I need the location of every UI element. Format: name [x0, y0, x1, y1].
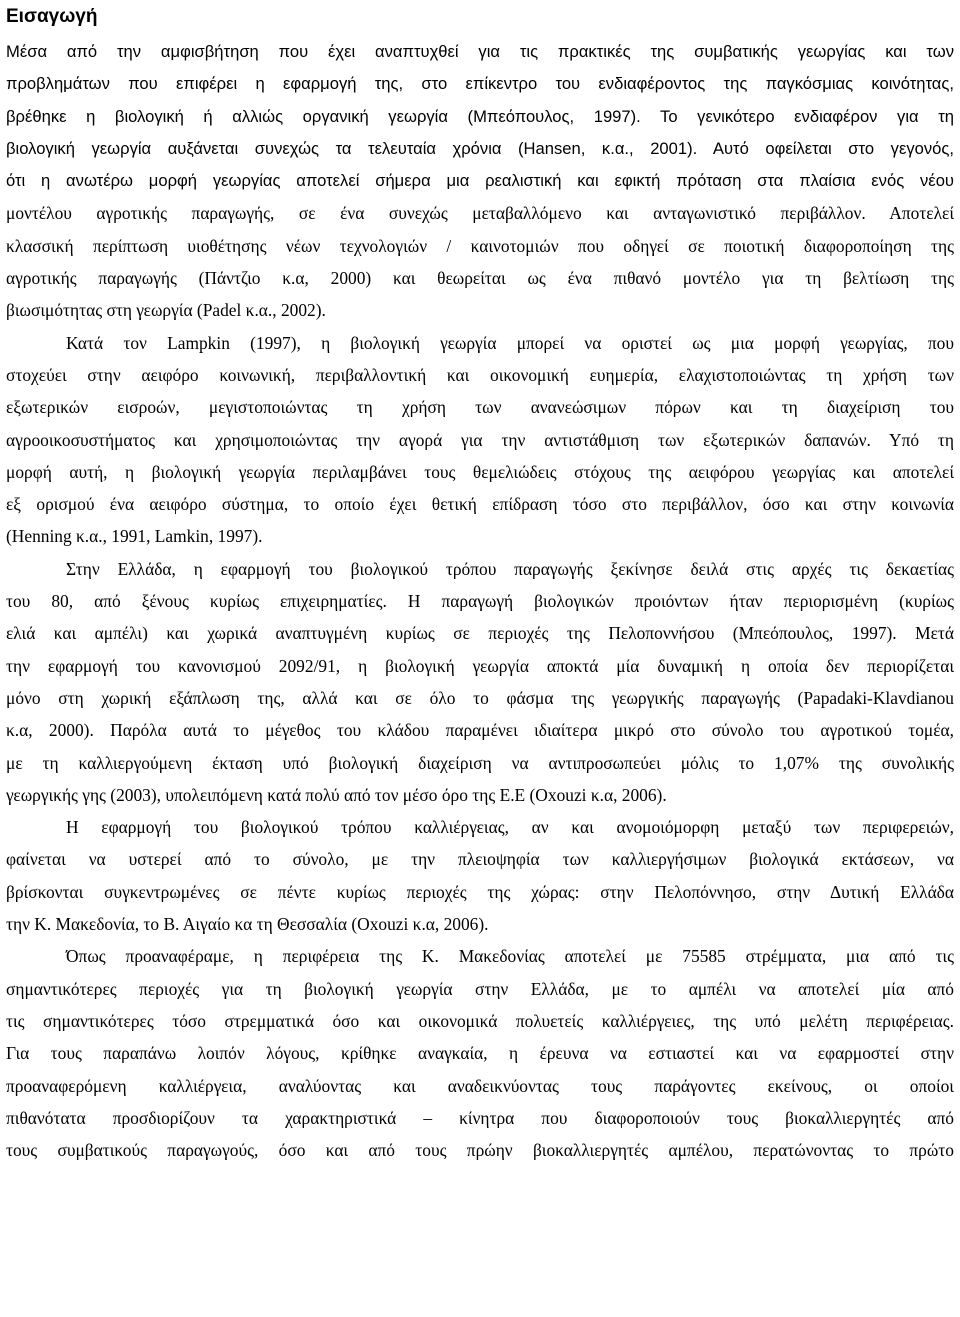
text-line: μοντέλου αγροτικής παραγωγής, σε ένα συνεχώς μεταβαλλόμενο και ανταγωνιστικό περιβάλλον. Αποτελεί [6, 203, 954, 224]
text-line: φαίνεται να υστερεί από το σύνολο, με την πλειοψηφία των καλλιεργήσιμων βιολογικά εκτάσεων, να [6, 849, 954, 870]
text-line: ότι η ανωτέρω μορφή γεωργίας αποτελεί σήμερα μια ρεαλιστική και εφικτή πρόταση στα πλαίσια ενός νέου [6, 171, 954, 191]
text-line: του 80, από ξένους κυρίως επιχειρηματίες. Η παραγωγή βιολογικών προιόντων ήταν περιορισμένη (κυρίως [6, 591, 954, 612]
text-line: ελιά και αμπέλι) και χωρικά αναπτυγμένη κυρίως σε περιοχές της Πελοποννήσου (Μπεόπουλος, 1997). Μετά [6, 623, 954, 644]
text-line: σημαντικότερες περιοχές για τη βιολογική γεωργία στην Ελλάδα, με το αμπέλι να αποτελεί μία από [6, 978, 954, 999]
section-heading: Εισαγωγή [6, 6, 98, 27]
text-line: εξ ορισμού ένα αειφόρο σύστημα, το οποίο έχει θετική επίδραση τόσο στο περιβάλλον, όσο και στην κοινωνία [6, 494, 954, 515]
text-line: εξωτερικών εισροών, μεγιστοποιώντας τη χρήση των ανανεώσιμων πόρων και τη διαχείριση του [6, 397, 954, 418]
text-line: Η εφαρμογή του βιολογικού τρόπου καλλιέργειας, αν και ανομοιόμορφη μεταξύ των περιφερειών, [66, 817, 954, 838]
text-line: (Henning κ.α., 1991, Lamkin, 1997). [6, 526, 263, 547]
text-line: την εφαρμογή του κανονισμού 2092/91, η βιολογική γεωργία αποκτά μία δυναμική η οποία δεν περιορίζεται [6, 655, 954, 676]
text-line: τους συμβατικούς παραγωγούς, όσο και από τους πρώην βιοκαλλιεργητές αμπέλου, περατώνοντας το πρώτο [6, 1140, 954, 1161]
text-line: με τη καλλιεργούμενη έκταση υπό βιολογική διαχείριση να αντιπροσωπεύει μόλις το 1,07% της συνολικής [6, 752, 954, 773]
document-page [6, 0, 954, 1166]
text-line: Μέσα από την αμφισβήτηση που έχει αναπτυχθεί για τις πρακτικές της συμβατικής γεωργίας και των [6, 42, 954, 61]
text-line: γεωργικής γης (2003), υπολειπόμενη κατά πολύ από τον μέσο όρο της Ε.Ε (Oxouzi κ.α, 2006). [6, 784, 667, 805]
text-line: την Κ. Μακεδονία, το Β. Αιγαίο κα τη Θεσσαλία (Oxouzi κ.α, 2006). [6, 914, 489, 935]
text-line: αγροοικοσυστήματος και χρησιμοποιώντας την αγορά για την αντιστάθμιση των εξωτερικών δαπανών. Υπό τη [6, 429, 954, 450]
text-line: μόνο στη χωρική εξάπλωση της, αλλά και σε όλο το φάσμα της γεωργικής παραγωγής (Papadaki-Klavdianou [6, 687, 954, 708]
text-line: αγροτικής παραγωγής (Πάντζιο κ.α, 2000) και θεωρείται ως ένα πιθανό μοντέλο για τη βελτίωση της [6, 268, 954, 289]
text-line: μορφή αυτή, η βιολογική γεωργία περιλαμβάνει τους θεμελιώδεις στόχους της αειφόρου γεωργίας και αποτελεί [6, 461, 954, 482]
text-line: βρίσκονται συγκεντρωμένες σε πέντε κυρίως περιοχές της χώρας: στην Πελοπόννησο, στην Δυτική Ελλάδα [6, 881, 954, 902]
text-line: βρέθηκε η βιολογική ή αλλιώς οργανική γεωργία (Μπεόπουλος, 1997). Το γενικότερο ενδιαφέρον για τη [6, 106, 954, 126]
text-line: κ.α, 2000). Παρόλα αυτά το μέγεθος του κλάδου παραμένει ιδιαίτερα μικρό στο σύνολο του αγροτικού τομέα, [6, 720, 954, 741]
text-line: βιολογική γεωργία αυξάνεται συνεχώς τα τελευταία χρόνια (Hansen, κ.α., 2001). Αυτό οφείλεται στο γεγονός, [6, 138, 954, 158]
text-line: τις σημαντικότερες τόσο στρεμματικά όσο και οικονομικά πολυετείς καλλιέργειες, της υπό μελέτη περιφέρειας. [6, 1010, 954, 1031]
body-text [6, 36, 954, 1166]
text-line: Όπως προαναφέραμε, η περιφέρεια της Κ. Μακεδονίας αποτελεί με 75585 στρέμματα, μια από τις [66, 946, 954, 967]
text-line: προαναφερόμενη καλλιέργεια, αναλύοντας και αναδεικνύοντας τους παράγοντες εκείνους, οι οποίοι [6, 1075, 954, 1096]
text-line: Για τους παραπάνω λοιπόν λόγους, κρίθηκε αναγκαία, η έρευνα να εστιαστεί και να εφαρμοστεί στην [6, 1043, 954, 1064]
text-line: Κατά τον Lampkin (1997), η βιολογική γεωργία μπορεί να οριστεί ως μια μορφή γεωργίας, που [66, 332, 954, 353]
text-line: προβλημάτων που επιφέρει η εφαρμογή της, στο επίκεντρο του ενδιαφέροντος της παγκόσμιας κοινότητας, [6, 74, 954, 94]
text-line: Στην Ελλάδα, η εφαρμογή του βιολογικού τρόπου παραγωγής ξεκίνησε δειλά στις αρχές τις δεκαετίας [66, 558, 954, 579]
text-line: βιωσιμότητας στη γεωργία (Padel κ.α., 2002). [6, 300, 326, 321]
text-line: πιθανότατα προσδιορίζουν τα χαρακτηριστικά – κίνητρα που διαφοροποιούν τους βιοκαλλιεργητές από [6, 1107, 954, 1128]
text-line: στοχεύει στην αειφόρο κοινωνική, περιβαλλοντική και οικονομική ευημερία, ελαχιστοποιώντας τη χρήση των [6, 364, 954, 385]
text-line: κλασσική περίπτωση υιοθέτησης νέων τεχνολογιών / καινοτομιών που οδηγεί σε ποιοτική διαφοροποίηση της [6, 235, 954, 256]
